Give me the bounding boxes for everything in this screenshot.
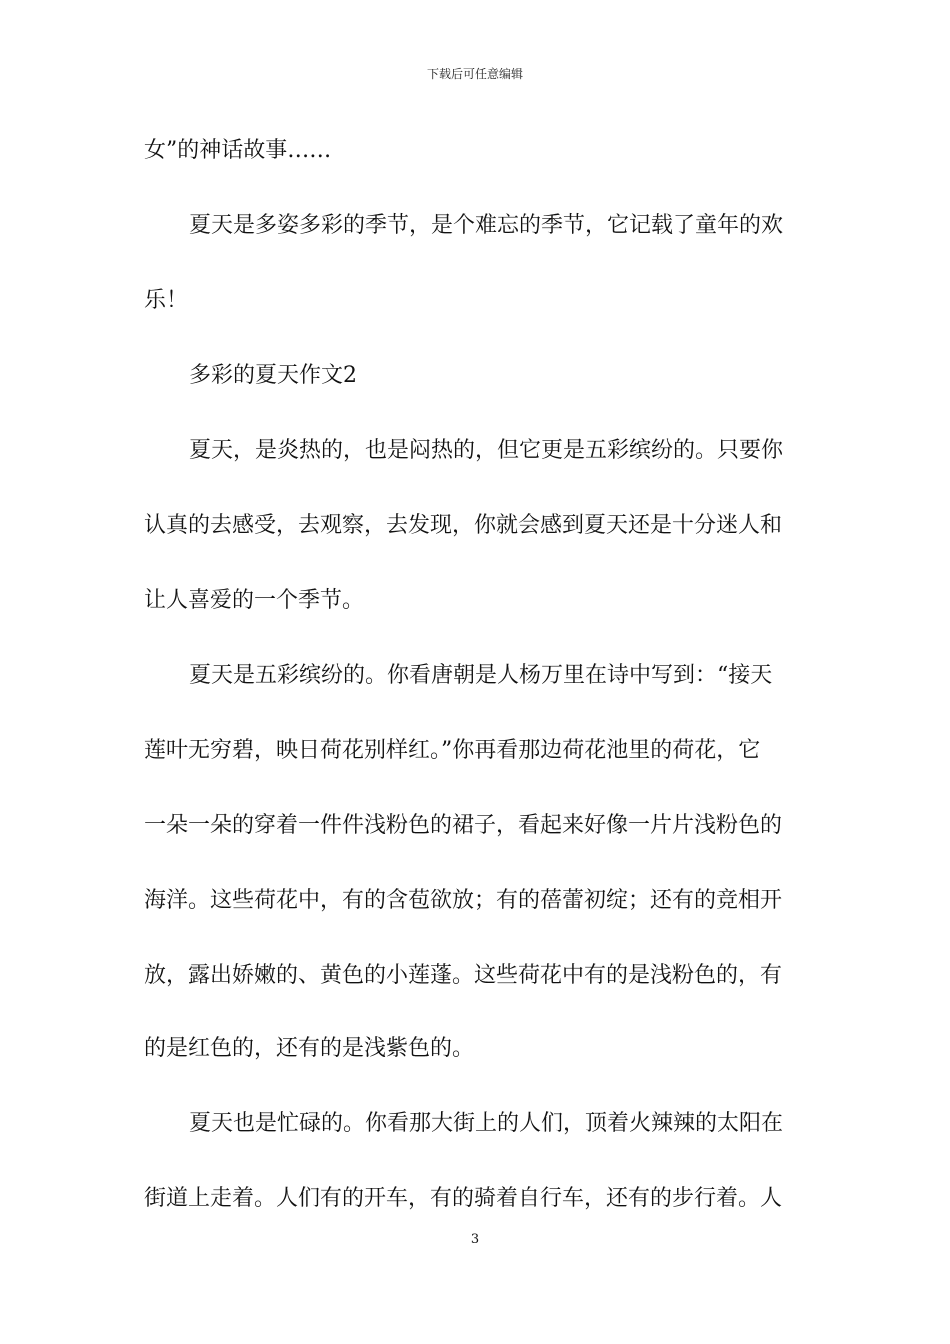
text-line: 乐！ [144,288,189,313]
text-line: 莲叶无穷碧，映日荷花别样红。”你再看那边荷花池里的荷花，它 [144,738,761,763]
text-line: 放，露出娇嫩的、黄色的小莲蓬。这些荷花中有的是浅粉色的，有 [144,963,783,988]
text-line: 夏天是五彩缤纷的。你看唐朝是人杨万里在诗中写到：“接天 [189,663,773,688]
text-line: 女”的神话故事…… [144,138,332,163]
text-line: 一朵一朵的穿着一件件浅粉色的裙子，看起来好像一片片浅粉色的 [144,813,783,838]
text-line: 夏天是多姿多彩的季节，是个难忘的季节，它记载了童年的欢 [189,213,784,238]
section-heading: 多彩的夏天作文2 [189,363,357,388]
page-header: 下载后可任意编辑 [426,67,523,81]
text-line: 的是红色的，还有的是浅紫色的。 [144,1036,475,1061]
text-line: 夏天也是忙碌的。你看那大街上的人们，顶着火辣辣的太阳在 [189,1111,784,1136]
text-line: 让人喜爱的一个季节。 [144,588,365,613]
text-line: 街道上走着。人们有的开车，有的骑着自行车，还有的步行着。人 [144,1186,783,1211]
page-number: 3 [470,1232,480,1247]
text-line: 认真的去感受，去观察，去发现，你就会感到夏天还是十分迷人和 [144,513,783,538]
text-line: 海洋。这些荷花中，有的含苞欲放；有的蓓蕾初绽；还有的竞相开 [144,888,783,913]
text-line: 夏天，是炎热的，也是闷热的，但它更是五彩缤纷的。只要你 [189,438,784,463]
